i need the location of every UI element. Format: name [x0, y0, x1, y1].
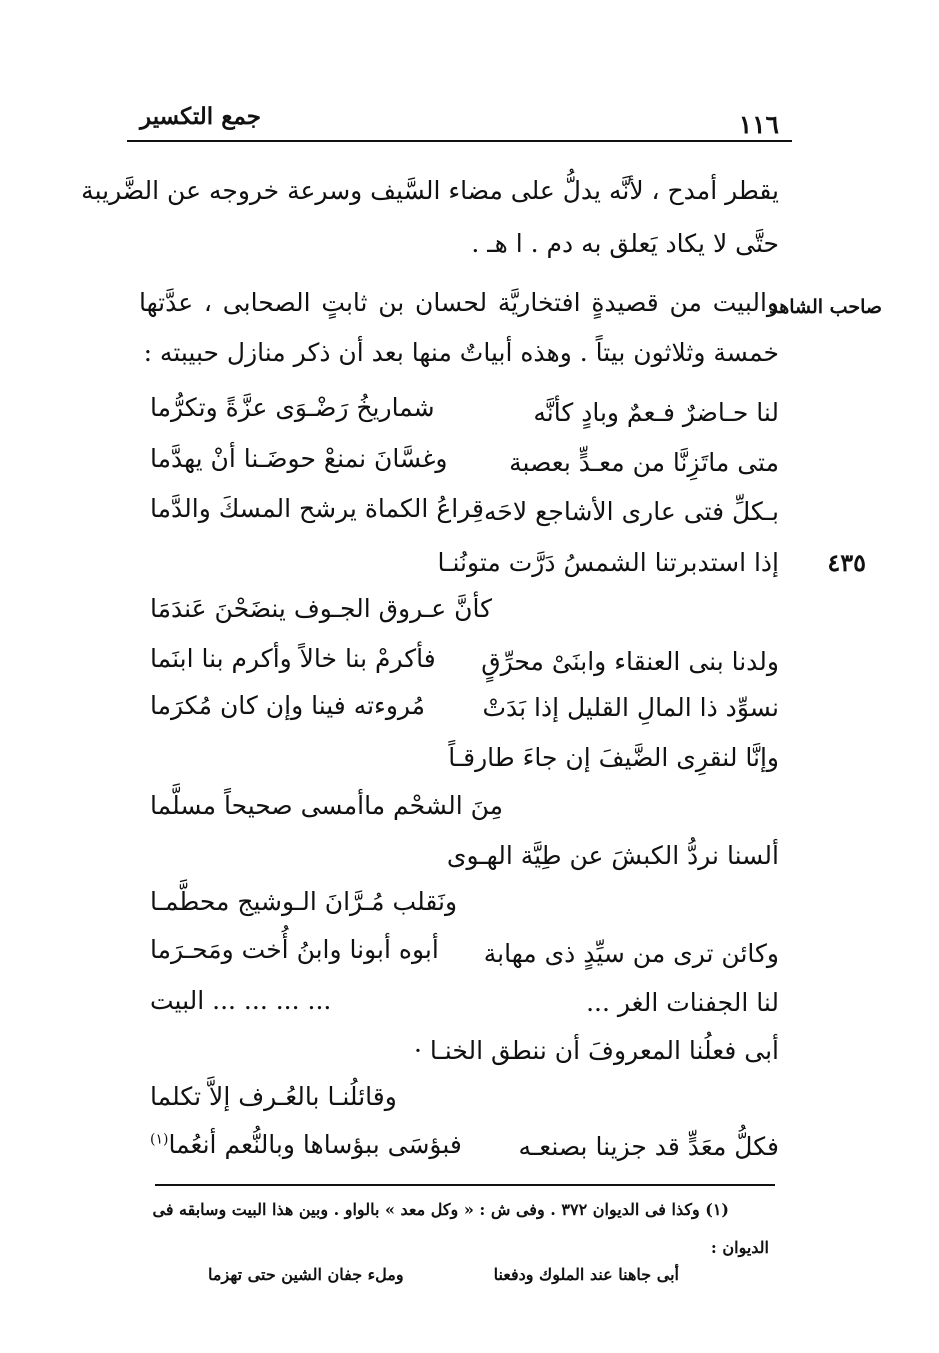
footnote-text: (١) وكذا فى الديوان ٣٧٢ . وفى ش : « وكل معد » بالواو . وبين هذا البيت وسابقه فى [152, 1200, 729, 1219]
verse-16-left [150, 1130, 462, 1159]
verse-2-right: متى ماتَزِنَّا من معـدٍّ بعصبة [509, 448, 779, 477]
verse-5-left: كأنَّ عـروق الجـوف ينضَحْنَ عَندَمَا [150, 594, 492, 623]
verse-1-left: شماريخُ رَضْـوَى عزَّةً وتكرُّما [150, 393, 435, 422]
footnote-mark[interactable]: (١) [150, 1131, 169, 1148]
verse-12-left: أبوه أبونا وابنُ أُخت ومَحـرَما [150, 935, 439, 964]
verse-12-right: وكائن ترى من سيِّدٍ ذى مهابة [483, 939, 779, 968]
para-line-1: والبيت من قصيدةٍ افتخاريَّة لحسان بن ثابتٍ الصحابى ، عدَّتها [139, 288, 779, 317]
verse-7-left: مُروءته فينا وإن كان مُكرَما [150, 691, 426, 720]
verse-3-right: بـكلِّ فتى عارى الأشاجع لاحَه [484, 497, 779, 526]
verse-1-right: لنا حـاضرٌ فـعمٌ وبادٍ كأنَّه [533, 398, 779, 427]
verse-11-left: ونَقلب مُـرَّانَ الـوشيج محطَّمـا [150, 887, 458, 916]
verse-14-right: أبى فعلُنا المعروفَ أن ننطق الخنـا · [413, 1036, 779, 1065]
verse-4-right: إذا استدبرتنا الشمسُ دَرَّت متونُنـا [437, 548, 779, 577]
verse-16-right: فكلُّ معَدٍّ قد جزينا بصنعـه [518, 1132, 779, 1161]
para-line-2: خمسة وثلاثون بيتاً . وهذه أبياتٌ منها بعد أن ذكر منازل حبيبته : [143, 338, 779, 367]
verse-13-right: لنا الجفنات الغر ... [586, 988, 779, 1017]
intro-line-1: يقطر أمدح ، لأنَّه يدلُّ على مضاء السَّيف وسرعة خروجه عن الضَّريبة [81, 176, 779, 205]
margin-label-shahid: صاحب الشاهد [769, 296, 882, 318]
verse-number: ٤٣٥ [827, 548, 866, 577]
verse-10-right: ألسنا نردُّ الكبشَ عن طِيَّة الهـوى [446, 841, 779, 870]
verse-6-left: فأكرمْ بنا خالاً وأكرم بنا ابنَما [150, 644, 436, 673]
page-number: ١١٦ [738, 110, 779, 139]
verse-3-left: قِراعُ الكماة يرشح المسكَ والدَّما [150, 494, 484, 523]
header-rule [127, 140, 792, 142]
verse-8-right: وإنَّا لنقرِى الضَّيفَ إن جاءَ طارقـاً [448, 743, 779, 772]
verse-7-right: نسوِّد ذا المالِ القليل إذا بَدَتْ [482, 693, 779, 722]
running-title: جمع التكسير [140, 103, 261, 130]
footnote-verse-right: أبى جاهنا عند الملوك ودفعنا [493, 1265, 679, 1284]
verse-2-left: وغسَّانَ نمنعْ حوضَـنا أنْ يهدَّما [150, 444, 448, 473]
verse-6-right: ولدنا بنى العنقاء وابنَىْ محرِّقٍ [481, 647, 779, 676]
footnote-verse-left: وملء جفان الشين حتى تهزما [208, 1265, 404, 1284]
footnote-continuation: الديوان : [710, 1238, 769, 1257]
verse-15-left: وقائلُنـا بالعُـرف إلاَّ تكلما [150, 1082, 397, 1111]
footnote-rule [155, 1184, 775, 1186]
verse-13-left: ... ... ... ... البيت [150, 986, 332, 1015]
intro-line-2: حتَّى لا يكاد يَعلق به دم . ا هـ . [471, 229, 779, 258]
verse-9-left: مِنَ الشحْم ماأمسى صحيحاً مسلَّما [150, 791, 504, 820]
verse-16-left-text: فبؤسَى ببؤساها وبالنُّعم أنعُما [168, 1130, 462, 1159]
